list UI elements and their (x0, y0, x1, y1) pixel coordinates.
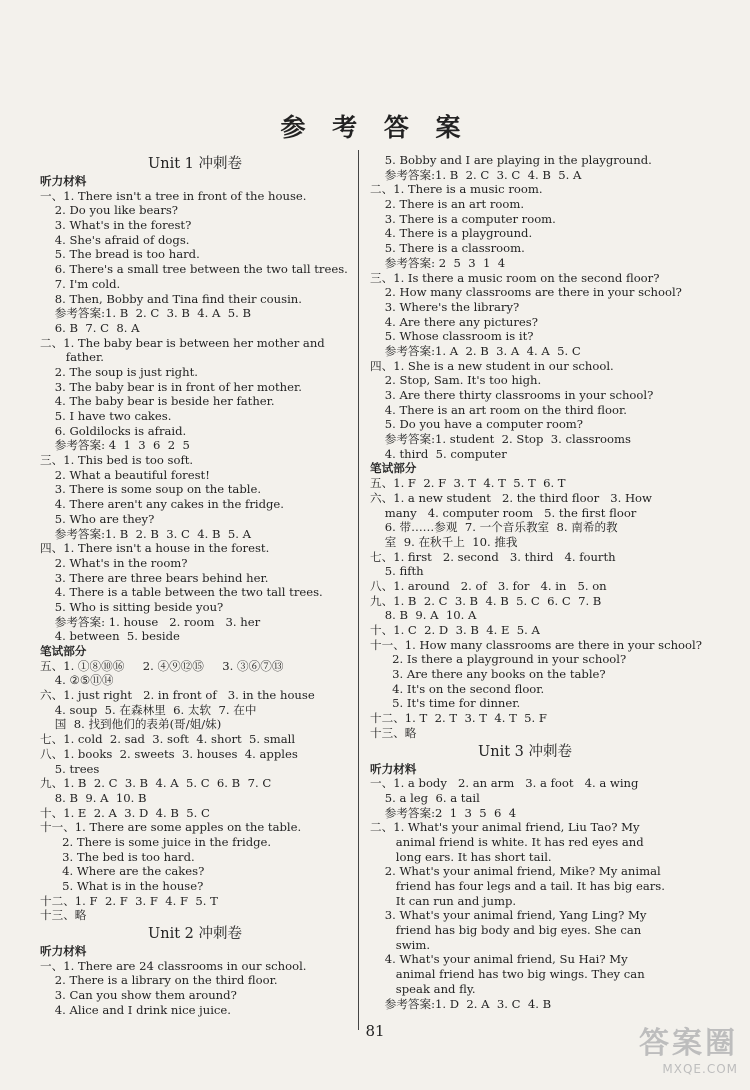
answer-line: 6. There's a small tree between the two tall trees. (40, 262, 348, 277)
answer-line: 十二、1. F 2. F 3. F 4. F 5. T (40, 893, 218, 908)
page-number: 81 (365, 1022, 385, 1040)
answer-line: 4. There is a playground. (370, 226, 533, 241)
answer-line: 6. 带……参观 7. 一个音乐教室 8. 南希的教 (370, 520, 618, 535)
answer-line: friend has big body and big eyes. She can (370, 923, 642, 938)
answer-line: 2. There is a library on the third floor. (40, 973, 278, 988)
answer-line: 四、1. There isn't a house in the forest. (40, 541, 270, 556)
answer-line: animal friend is white. It has red eyes and (370, 834, 644, 849)
answer-line: 参考答案:1. B 2. C 3. C 4. B 5. A (370, 167, 582, 182)
answer-line: 4. between 5. beside (40, 629, 180, 644)
answer-line: many 4. computer room 5. the first floor (370, 505, 637, 520)
answer-line: 8. B 9. A 10. B (40, 790, 147, 805)
left-column (40, 153, 350, 1018)
answer-line: 4. She's afraid of dogs. (40, 232, 190, 247)
answer-line: 参考答案:1. student 2. Stop 3. classrooms (370, 432, 631, 447)
answer-line: 4. soup 5. 在森林里 6. 太软 7. 在中 (40, 702, 257, 717)
answer-line: 4. There is a table between the two tall trees. (40, 585, 323, 600)
watermark-logo (639, 1018, 738, 1076)
column-divider (358, 150, 359, 1030)
answer-line: 十三、略 (40, 908, 87, 923)
answer-line: 4. There is an art room on the third floor. (370, 402, 627, 417)
answer-line: 十、1. C 2. D 3. B 4. E 5. A (370, 623, 540, 637)
answer-line: 4. ②⑤⑪⑭ (40, 673, 114, 688)
answer-line: 4. third 5. computer (370, 446, 507, 461)
answer-line: 五、1. F 2. F 3. T 4. T 5. T 6. T (370, 476, 566, 491)
answer-line: 2. What's your animal friend, Mike? My animal (370, 864, 661, 879)
answer-line: 2. There is some juice in the fridge. (40, 834, 272, 849)
answer-line: 参考答案:1. D 2. A 3. C 4. B (370, 996, 552, 1011)
answer-line: 5. I have two cakes. (40, 409, 172, 423)
answer-line: 十一、1. There are some apples on the table. (40, 820, 302, 835)
answer-line: 3. There is a computer room. (370, 211, 556, 226)
answer-line: 2. What a beautiful forest! (40, 467, 210, 482)
answer-line: 8. Then, Bobby and Tina find their cousin. (40, 291, 302, 306)
answer-line: 5. Who is sitting beside you? (40, 599, 224, 614)
section-label: 笔试部分 (370, 461, 417, 476)
answer-line: 3. Are there thirty classrooms in your school? (370, 388, 654, 402)
answer-line: 十一、1. How many classrooms are there in your school? (370, 637, 702, 652)
answer-line: 4. The baby bear is beside her father. (40, 394, 275, 409)
answer-line: 5. Bobby and I are playing in the playground. (370, 153, 652, 167)
answer-line: 2. How many classrooms are there in your school? (370, 285, 682, 300)
answer-line: 7. I'm cold. (40, 276, 121, 291)
answer-line: 参考答案:1. B 2. B 3. C 4. B 5. A (40, 526, 252, 541)
answer-line: 十三、略 (370, 725, 417, 740)
answer-line: animal friend has two big wings. They can (370, 967, 645, 982)
watermark-url: MXQE.COM (662, 1062, 738, 1076)
answer-line: 5. a leg 6. a tail (370, 790, 480, 805)
answer-line: 2. The soup is just right. (40, 364, 198, 379)
answer-line: 参考答案: 1. house 2. room 3. her (40, 614, 261, 629)
answer-line: 3. There are three bears behind her. (40, 570, 269, 585)
answer-line: 二、1. There is a music room. (370, 182, 543, 197)
answer-line: 三、1. This bed is too soft. (40, 453, 194, 468)
section-label: 听力材料 (40, 174, 87, 188)
answer-line: 六、1. just right 2. in front of 3. in the house (40, 688, 315, 703)
answer-line: 4. There aren't any cakes in the fridge. (40, 497, 284, 512)
answer-line: 五、1. ①⑧⑩⑯ 2. ④⑨⑫⑮ 3. ③⑥⑦⑬ (40, 658, 284, 673)
answer-line: 一、1. a body 2. an arm 3. a foot 4. a wing (370, 776, 639, 791)
answer-line: 5. What is in the house? (40, 879, 204, 893)
answer-line: 参考答案: 2 5 3 1 4 (370, 255, 506, 270)
unit-heading: Unit 3 冲刺卷 (478, 743, 572, 760)
answer-line: 参考答案:1. B 2. C 3. B 4. A 5. B (40, 306, 252, 321)
answer-line: 参考答案: 4 1 3 6 2 5 (40, 438, 190, 453)
answer-line: 5. It's time for dinner. (370, 696, 521, 711)
answer-line: swim. (370, 937, 431, 952)
answer-line: 3. Are there any books on the table? (370, 667, 606, 682)
answer-line: 2. What's in the room? (40, 555, 188, 570)
answer-line: 2. Is there a playground in your school? (370, 652, 627, 667)
answer-line: 一、1. There are 24 classrooms in our school. (40, 958, 307, 973)
answer-line: 6. B 7. C 8. A (40, 320, 140, 335)
answer-line: 四、1. She is a new student in our school. (370, 358, 614, 373)
answer-line: 5. trees (40, 761, 100, 776)
answer-line: 3. The baby bear is in front of her mother. (40, 379, 302, 394)
section-label: 笔试部分 (40, 644, 87, 658)
answer-line: 七、1. first 2. second 3. third 4. fourth (370, 549, 616, 564)
answer-line: 4. Are there any pictures? (370, 314, 538, 329)
watermark-text: 答案圈 (639, 1026, 738, 1061)
answer-line: 2. There is an art room. (370, 197, 525, 212)
answer-line: 5. Do you have a computer room? (370, 417, 584, 432)
answer-line: 参考答案:2 1 3 5 6 4 (370, 805, 517, 820)
answer-line: 2. Stop, Sam. It's too high. (370, 373, 542, 388)
answer-line: friend has four legs and a tail. It has big ears. (370, 879, 665, 893)
section-label: 听力材料 (40, 944, 87, 959)
right-column (370, 153, 702, 1011)
answer-line: 3. There is some soup on the table. (40, 482, 262, 497)
answer-line: 4. What's your animal friend, Su Hai? My (370, 952, 628, 967)
answer-line: 一、1. There isn't a tree in front of the house. (40, 188, 307, 203)
answer-line: 十、1. E 2. A 3. D 4. B 5. C (40, 805, 210, 820)
answer-line: 参考答案:1. A 2. B 3. A 4. A 5. C (370, 343, 581, 358)
section-label: 听力材料 (370, 761, 417, 776)
answer-line: 4. Where are the cakes? (40, 864, 205, 879)
answer-line: father. (40, 350, 104, 365)
answer-line: 5. Who are they? (40, 511, 155, 526)
answer-line: 八、1. around 2. of 3. for 4. in 5. on (370, 578, 607, 593)
answer-line: 8. B 9. A 10. A (370, 608, 477, 623)
answer-line: 十二、1. T 2. T 3. T 4. T 5. F (370, 711, 547, 726)
answer-line: 3. What's your animal friend, Yang Ling? My (370, 908, 647, 923)
answer-line: 3. Can you show them around? (40, 988, 237, 1003)
answer-line: 二、1. The baby bear is between her mother and (40, 335, 325, 350)
answer-line: speak and fly. (370, 981, 476, 996)
answer-line: 6. Goldilocks is afraid. (40, 423, 187, 438)
answer-line: 七、1. cold 2. sad 3. soft 4. short 5. small (40, 732, 296, 747)
answer-line: 2. Do you like bears? (40, 203, 179, 218)
answer-line: long ears. It has short tail. (370, 849, 552, 864)
page-title: 参 考 答 案 (280, 113, 470, 142)
answer-line: 室 9. 在秋千上 10. 推我 (370, 534, 518, 549)
answer-line: 5. Whose classroom is it? (370, 329, 534, 344)
unit-heading: Unit 1 冲刺卷 (148, 156, 242, 172)
unit-heading: Unit 2 冲刺卷 (148, 926, 242, 943)
answer-line: 3. Where's the library? (370, 299, 520, 314)
answer-line: 3. The bed is too hard. (40, 849, 195, 864)
answer-line: 九、1. B 2. C 3. B 4. A 5. C 6. B 7. C (40, 776, 272, 791)
answer-line: 九、1. B 2. C 3. B 4. B 5. C 6. C 7. B (370, 593, 602, 608)
answer-line: 二、1. What's your animal friend, Liu Tao? My (370, 820, 640, 835)
answer-line: It can run and jump. (370, 893, 517, 908)
answer-line: 3. What's in the forest? (40, 218, 192, 233)
answer-line: 5. The bread is too hard. (40, 247, 200, 262)
answer-line: 六、1. a new student 2. the third floor 3. How (370, 490, 652, 505)
answer-line: 4. It's on the second floor. (370, 681, 545, 696)
answer-line: 国 8. 找到他们的表弟(哥/姐/妹) (40, 717, 222, 732)
answer-line: 三、1. Is there a music room on the second floor? (370, 270, 660, 285)
answer-line: 八、1. books 2. sweets 3. houses 4. apples (40, 746, 298, 761)
answer-line: 5. fifth (370, 564, 424, 579)
answer-line: 5. There is a classroom. (370, 241, 525, 256)
answer-line: 4. Alice and I drink nice juice. (40, 1002, 231, 1017)
